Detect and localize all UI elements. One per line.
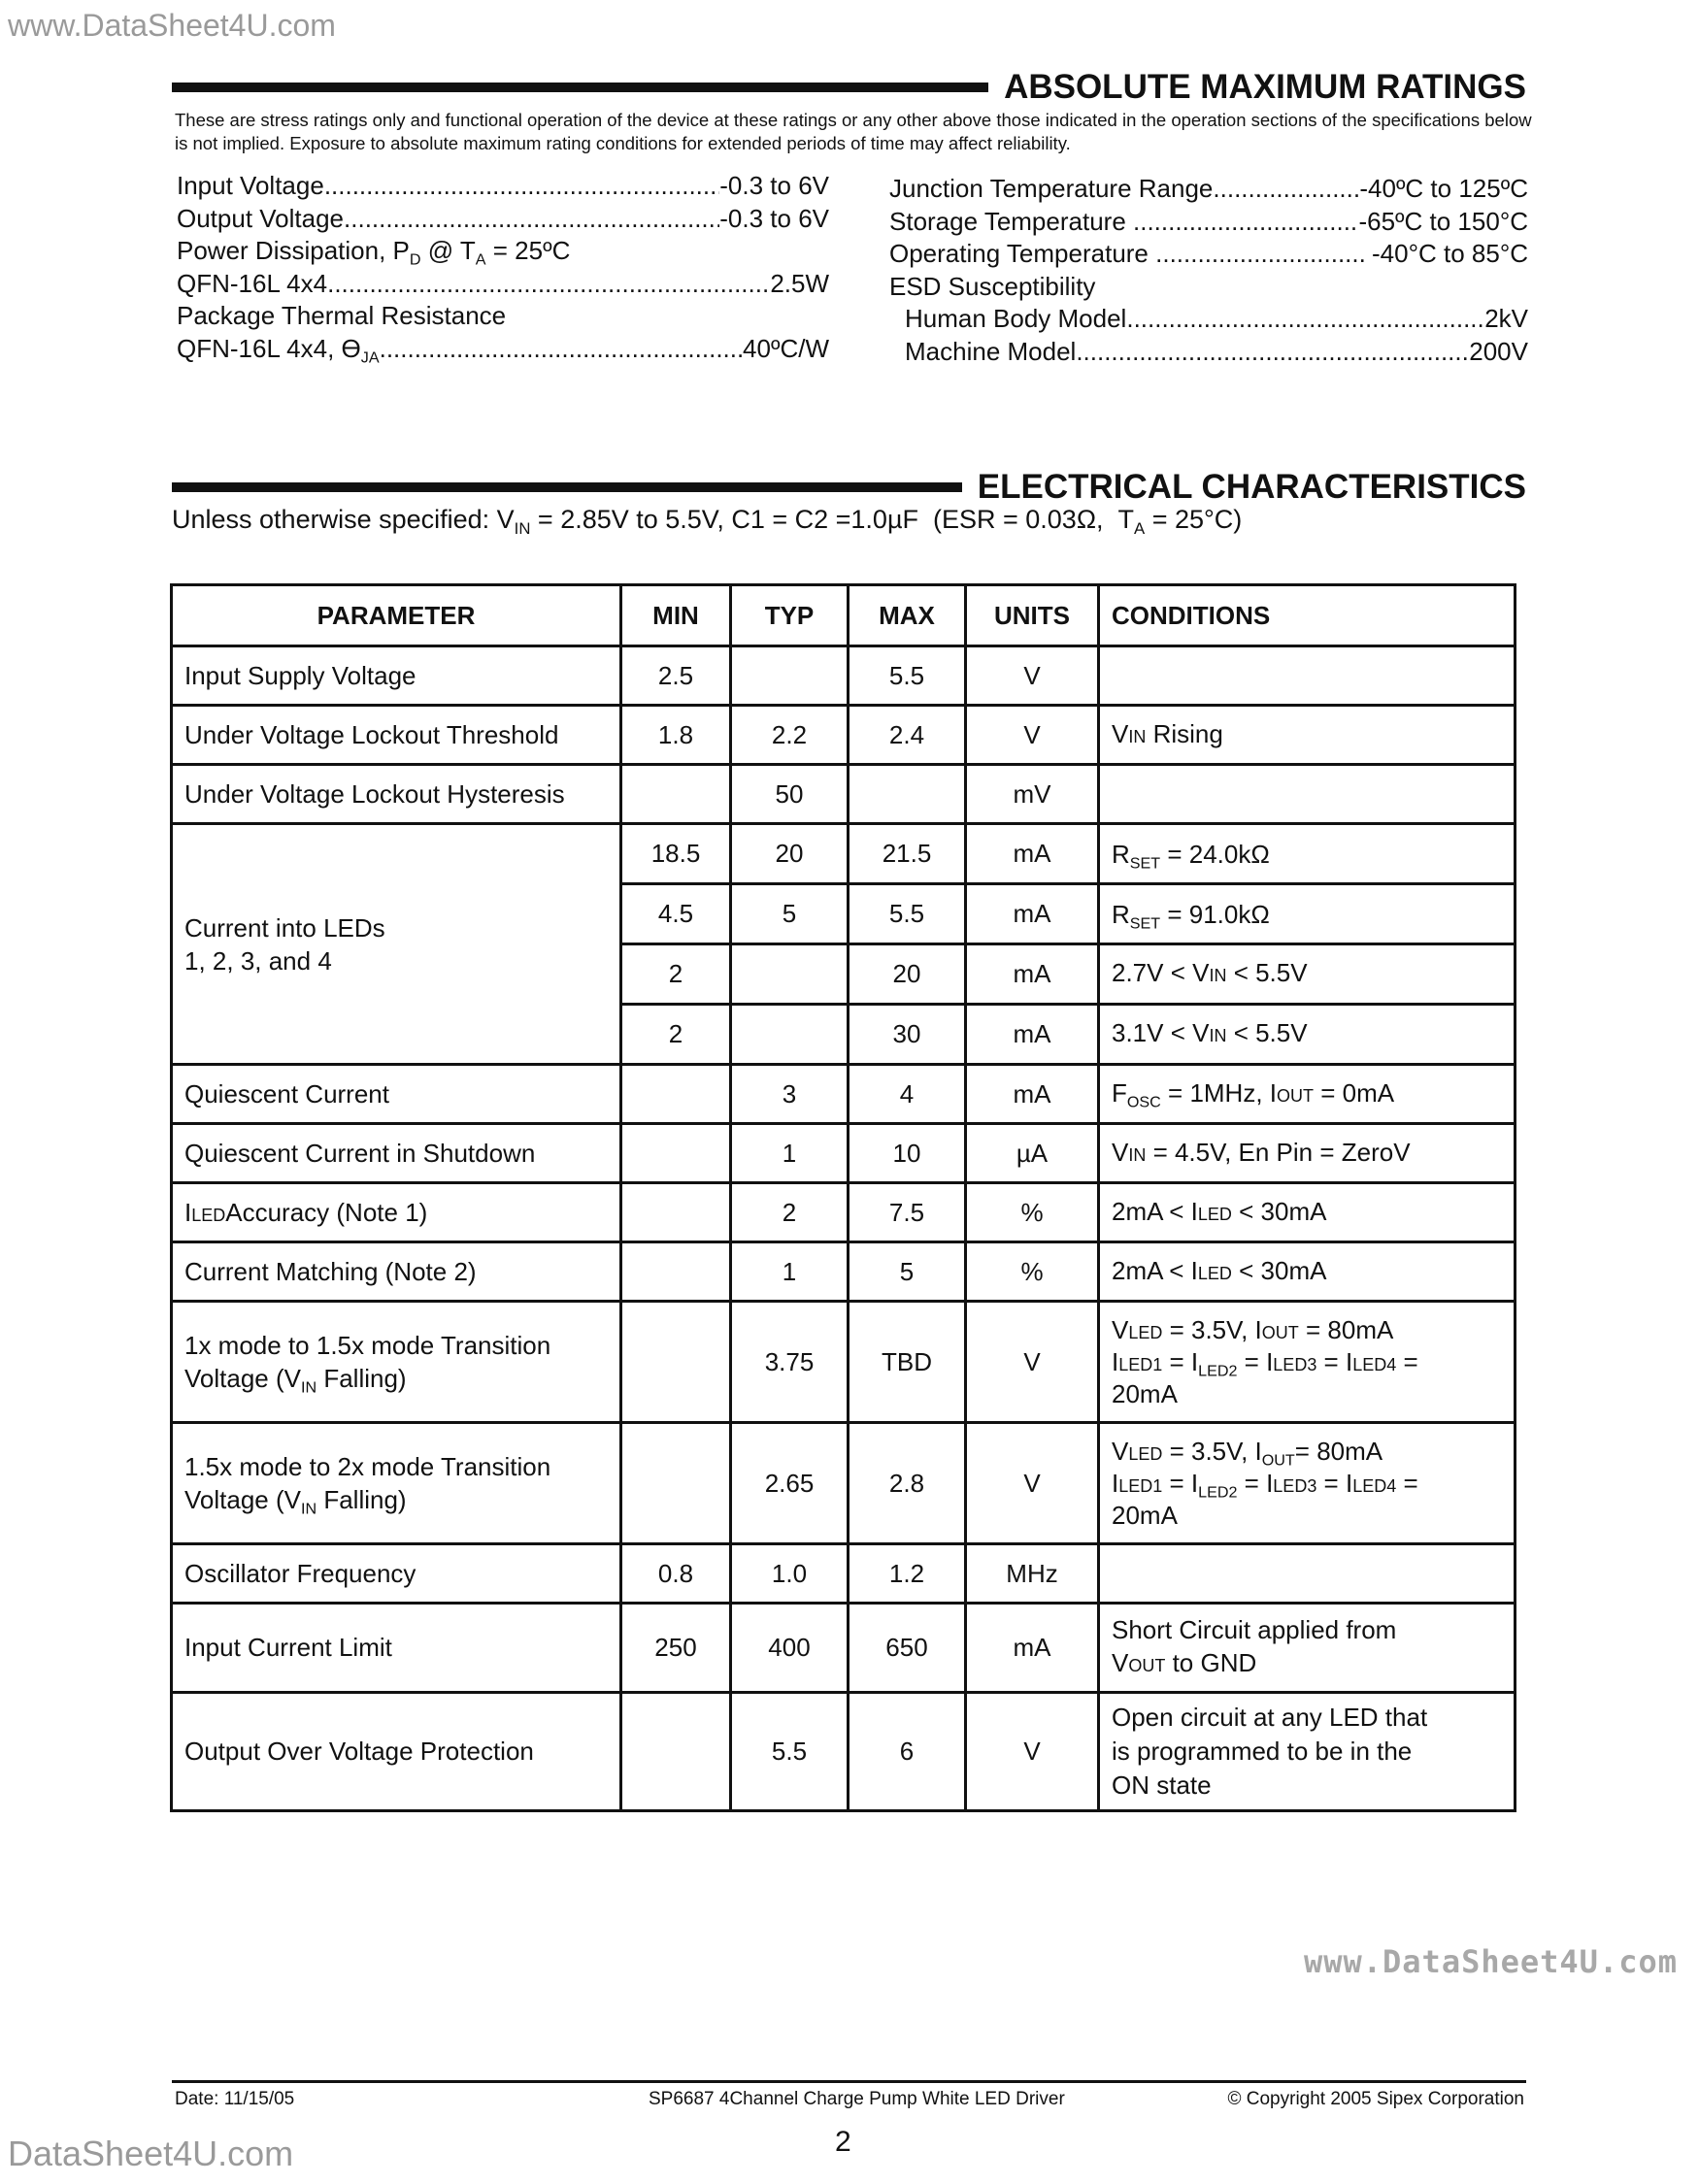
rating-thermal-resistance bbox=[177, 300, 829, 333]
rating-label: Operating Temperature bbox=[889, 239, 1156, 268]
typ-cell: 20 bbox=[731, 824, 849, 884]
rating-value: 200V bbox=[1469, 336, 1528, 366]
param-cell: Current Matching (Note 2) bbox=[172, 1242, 621, 1302]
table-row bbox=[172, 765, 1516, 824]
footer-copyright: © Copyright 2005 Sipex Corporation bbox=[1227, 2089, 1524, 2109]
cond-cell: 3.1V < VIN < 5.5V bbox=[1099, 1005, 1516, 1065]
rating-label: Input Voltage bbox=[177, 171, 324, 200]
min-cell: 0.8 bbox=[621, 1544, 731, 1604]
rating-label: Machine Model bbox=[905, 336, 1077, 366]
rating-esd bbox=[889, 271, 1528, 304]
param-cell: Under Voltage Lockout Hysteresis bbox=[172, 765, 621, 824]
watermark-top: www.DataSheet4U.com bbox=[8, 8, 336, 43]
cond-cell: $F_{OSC} = 1MHz$, IOUT = 0mA bbox=[1099, 1065, 1516, 1124]
table-row bbox=[172, 1065, 1516, 1124]
units-cell: V bbox=[966, 646, 1099, 706]
max-cell: 5.5 bbox=[849, 884, 966, 944]
min-cell bbox=[621, 765, 731, 824]
units-cell: MHz bbox=[966, 1544, 1099, 1604]
rating-value: 40ºC/W bbox=[743, 333, 829, 363]
min-cell bbox=[621, 1693, 731, 1811]
header-conditions: CONDITIONS bbox=[1099, 585, 1516, 646]
max-cell: 21.5 bbox=[849, 824, 966, 884]
param-cell: Quiescent Current bbox=[172, 1065, 621, 1124]
param-cell: Quiescent Current in Shutdown bbox=[172, 1124, 621, 1183]
max-cell: 1.2 bbox=[849, 1544, 966, 1604]
table-row bbox=[172, 1544, 1516, 1604]
stress-note: These are stress ratings only and functional operation of the device at these ratings or any other above those indicated in the operation sections of the specifications below is not implied. Exposure to absolute maximum rating conditions for extended periods of time may affect reliability. bbox=[175, 110, 1532, 153]
units-cell: mA bbox=[966, 944, 1099, 1005]
abs-max-header bbox=[172, 68, 1526, 107]
typ-cell bbox=[731, 646, 849, 706]
table-row bbox=[172, 1604, 1516, 1693]
rating-label: Storage Temperature bbox=[889, 206, 1133, 236]
param-cell: 1x mode to 1.5x mode Transition Voltage ($V_{IN}$ Falling) bbox=[172, 1302, 621, 1423]
units-cell: mA bbox=[966, 1065, 1099, 1124]
section-rule bbox=[172, 482, 962, 492]
rating-qfn-theta bbox=[177, 333, 829, 366]
rating-value: -40ºC to 125ºC bbox=[1359, 174, 1528, 203]
max-cell: 7.5 bbox=[849, 1183, 966, 1242]
cond-cell: VLED = 3.5V, IOUT = 80mA ILED1 = $I_{LED2}$ = ILED3 = ILED4 = 20mA bbox=[1099, 1302, 1516, 1423]
min-cell bbox=[621, 1065, 731, 1124]
min-cell: 2 bbox=[621, 1005, 731, 1065]
cond-cell: Open circuit at any LED that is programmed to be in the ON state bbox=[1099, 1693, 1516, 1811]
watermark-bottom: DataSheet4U.com bbox=[8, 2134, 294, 2173]
rating-label: Output Voltage bbox=[177, 203, 345, 233]
table-row bbox=[172, 1183, 1516, 1242]
min-cell bbox=[621, 1423, 731, 1544]
param-cell: Output Over Voltage Protection bbox=[172, 1693, 621, 1811]
header-units: UNITS bbox=[966, 585, 1099, 646]
rating-power-dissipation bbox=[177, 235, 829, 268]
typ-cell: 1 bbox=[731, 1124, 849, 1183]
units-cell: µA bbox=[966, 1124, 1099, 1183]
rating-label: Power Dissipation, $P_D$ @ $T_A$ = 25ºC bbox=[177, 236, 571, 269]
typ-cell: 2.2 bbox=[731, 706, 849, 765]
cond-cell bbox=[1099, 765, 1516, 824]
param-cell: Oscillator Frequency bbox=[172, 1544, 621, 1604]
typ-cell: 400 bbox=[731, 1604, 849, 1693]
param-cell: ILEDAccuracy (Note 1) bbox=[172, 1183, 621, 1242]
rating-value: 2kV bbox=[1484, 304, 1528, 333]
max-cell bbox=[849, 765, 966, 824]
header-typ: TYP bbox=[731, 585, 849, 646]
typ-cell: 5 bbox=[731, 884, 849, 944]
min-cell: 2.5 bbox=[621, 646, 731, 706]
typ-cell: 5.5 bbox=[731, 1693, 849, 1811]
min-cell bbox=[621, 1242, 731, 1302]
rating-output-voltage bbox=[177, 203, 829, 236]
rating-label: Human Body Model bbox=[905, 304, 1127, 333]
table-row bbox=[172, 1302, 1516, 1423]
rating-value: -0.3 to 6V bbox=[719, 171, 829, 200]
units-cell: V bbox=[966, 1302, 1099, 1423]
header-max: MAX bbox=[849, 585, 966, 646]
ratings-left bbox=[177, 170, 829, 365]
typ-cell bbox=[731, 944, 849, 1005]
cond-cell: 2mA < ILED < 30mA bbox=[1099, 1242, 1516, 1302]
rating-label: ESD Susceptibility bbox=[889, 271, 1096, 301]
table-row bbox=[172, 824, 1516, 884]
units-cell: V bbox=[966, 1423, 1099, 1544]
typ-cell: 1.0 bbox=[731, 1544, 849, 1604]
units-cell: mA bbox=[966, 1005, 1099, 1065]
rating-label: QFN-16L 4x4 bbox=[177, 268, 328, 298]
min-cell: 4.5 bbox=[621, 884, 731, 944]
min-cell bbox=[621, 1124, 731, 1183]
rating-value: 2.5W bbox=[770, 268, 829, 298]
cond-cell: VIN Rising bbox=[1099, 706, 1516, 765]
max-cell: 5.5 bbox=[849, 646, 966, 706]
table-row bbox=[172, 706, 1516, 765]
rating-label: Package Thermal Resistance bbox=[177, 301, 507, 330]
units-cell: V bbox=[966, 706, 1099, 765]
abs-max-title: ABSOLUTE MAXIMUM RATINGS bbox=[1004, 68, 1526, 106]
max-cell: TBD bbox=[849, 1302, 966, 1423]
max-cell: 2.8 bbox=[849, 1423, 966, 1544]
rating-value: -40°C to 85°C bbox=[1364, 239, 1528, 268]
max-cell: 6 bbox=[849, 1693, 966, 1811]
rating-value: -65ºC to 150°C bbox=[1358, 206, 1528, 236]
table-row bbox=[172, 1242, 1516, 1302]
cond-cell: $R_{SET} = 24.0k\Omega$ bbox=[1099, 824, 1516, 884]
units-cell: % bbox=[966, 1183, 1099, 1242]
cond-cell: VIN = 4.5V, En Pin = ZeroV bbox=[1099, 1124, 1516, 1183]
cond-cell: VLED = 3.5V, $I_{OUT}= 80mA$ ILED1 = $I_{LED2}$ = ILED3 = ILED4 = 20mA bbox=[1099, 1423, 1516, 1544]
elec-title: ELECTRICAL CHARACTERISTICS bbox=[977, 468, 1526, 506]
max-cell: 650 bbox=[849, 1604, 966, 1693]
cond-cell bbox=[1099, 1544, 1516, 1604]
param-cell: 1.5x mode to 2x mode Transition Voltage ($V_{IN}$ Falling) bbox=[172, 1423, 621, 1544]
cond-cell: $R_{SET} = 91.0k\Omega$ bbox=[1099, 884, 1516, 944]
header-parameter: PARAMETER bbox=[172, 585, 621, 646]
max-cell: 30 bbox=[849, 1005, 966, 1065]
ratings-right bbox=[889, 173, 1528, 368]
max-cell: 20 bbox=[849, 944, 966, 1005]
min-cell: 1.8 bbox=[621, 706, 731, 765]
units-cell: mA bbox=[966, 1604, 1099, 1693]
rating-label: QFN-16L 4x4, $ϴ_{JA}$ bbox=[177, 333, 380, 367]
table-header-row bbox=[172, 585, 1516, 646]
rating-qfn-power bbox=[177, 268, 829, 301]
footer-date: Date: 11/15/05 bbox=[175, 2089, 295, 2109]
rating-value: -0.3 to 6V bbox=[719, 203, 829, 233]
table-row bbox=[172, 646, 1516, 706]
rating-hbm bbox=[889, 303, 1528, 336]
rating-label: Junction Temperature Range bbox=[889, 174, 1214, 203]
section-rule bbox=[172, 83, 988, 92]
units-cell: % bbox=[966, 1242, 1099, 1302]
min-cell bbox=[621, 1183, 731, 1242]
rating-operating-temp bbox=[889, 238, 1528, 271]
min-cell: 2 bbox=[621, 944, 731, 1005]
units-cell: V bbox=[966, 1693, 1099, 1811]
table-row bbox=[172, 1693, 1516, 1811]
rating-input-voltage bbox=[177, 170, 829, 203]
electrical-table bbox=[170, 583, 1516, 1812]
table-row bbox=[172, 1124, 1516, 1183]
page-number: 2 bbox=[835, 2126, 851, 2158]
max-cell: 5 bbox=[849, 1242, 966, 1302]
max-cell: 2.4 bbox=[849, 706, 966, 765]
elec-header bbox=[172, 468, 1526, 507]
table-row bbox=[172, 1423, 1516, 1544]
param-cell: Under Voltage Lockout Threshold bbox=[172, 706, 621, 765]
rating-junction-temp bbox=[889, 173, 1528, 206]
footer-rule bbox=[172, 2080, 1526, 2083]
header-min: MIN bbox=[621, 585, 731, 646]
min-cell: 250 bbox=[621, 1604, 731, 1693]
param-cell: Input Current Limit bbox=[172, 1604, 621, 1693]
max-cell: 10 bbox=[849, 1124, 966, 1183]
typ-cell: 1 bbox=[731, 1242, 849, 1302]
typ-cell bbox=[731, 1005, 849, 1065]
rating-storage-temp bbox=[889, 206, 1528, 239]
param-cell-led-current: Current into LEDs 1, 2, 3, and 4 bbox=[172, 824, 621, 1065]
units-cell: mA bbox=[966, 884, 1099, 944]
min-cell bbox=[621, 1302, 731, 1423]
spec-conditions: Unless otherwise specified: $V_{IN} = 2.85V$ to 5.5V, C1 = C2 =1.0µF (ESR = 0.03Ω, $T_A = 25^\circ C$) bbox=[172, 505, 1243, 538]
typ-cell: 2.65 bbox=[731, 1423, 849, 1544]
typ-cell: 3.75 bbox=[731, 1302, 849, 1423]
footer-product: SP6687 4Channel Charge Pump White LED Driver bbox=[649, 2089, 1065, 2109]
units-cell: mV bbox=[966, 765, 1099, 824]
typ-cell: 2 bbox=[731, 1183, 849, 1242]
watermark-right: www.DataSheet4U.com bbox=[1303, 1943, 1678, 1980]
max-cell: 4 bbox=[849, 1065, 966, 1124]
cond-cell bbox=[1099, 646, 1516, 706]
cond-cell: 2mA < ILED < 30mA bbox=[1099, 1183, 1516, 1242]
cond-cell: 2.7V < VIN < 5.5V bbox=[1099, 944, 1516, 1005]
min-cell: 18.5 bbox=[621, 824, 731, 884]
param-cell: Input Supply Voltage bbox=[172, 646, 621, 706]
cond-cell: Short Circuit applied from VOUT to GND bbox=[1099, 1604, 1516, 1693]
units-cell: mA bbox=[966, 824, 1099, 884]
typ-cell: 50 bbox=[731, 765, 849, 824]
rating-mm bbox=[889, 336, 1528, 369]
typ-cell: 3 bbox=[731, 1065, 849, 1124]
